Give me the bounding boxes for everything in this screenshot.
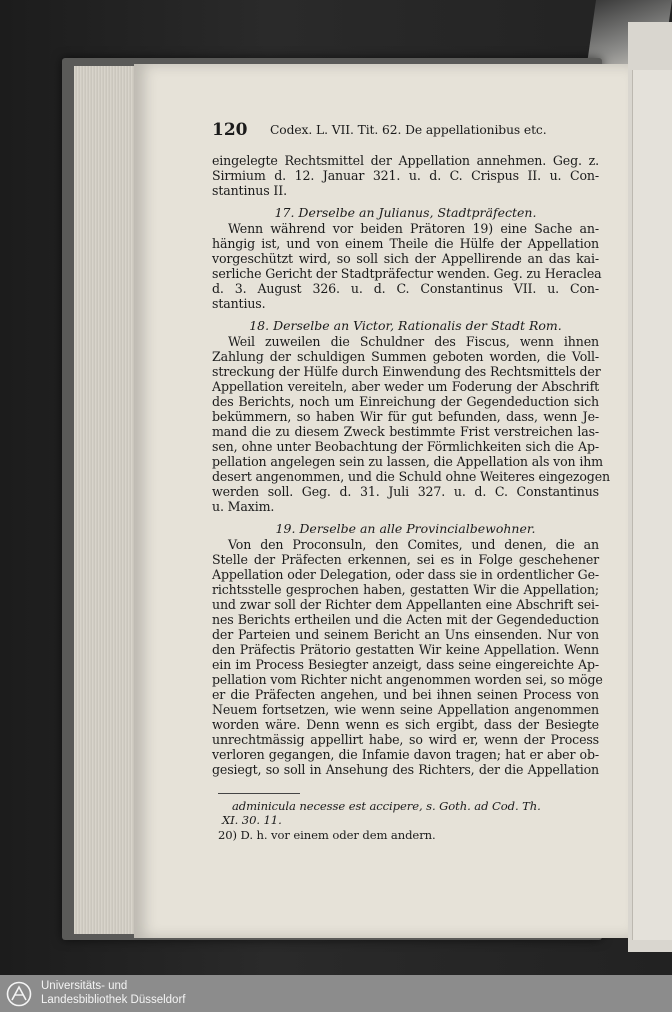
footnote-line: XI. 30. 11.: [222, 813, 282, 827]
section-heading-17: 17. Derselbe an Julianus, Stadtpräfecten.: [274, 205, 537, 220]
body-line: er die Präfecten angehen, und bei ihnen seinen Process von: [212, 687, 599, 702]
body-line: und zwar soll der Richter dem Appellanten eine Abschrift sei-: [212, 597, 599, 612]
body-line: Appellation vereiteln, aber weder um Foderung der Abschrift: [212, 379, 599, 394]
body-line: d. 3. August 326. u. d. C. Constantinus VII. u. Con-: [212, 281, 599, 296]
section-heading-19: 19. Derselbe an alle Provincialbewohner.: [275, 521, 536, 536]
body-line: richtsstelle gesprochen haben, gestatten Wir die Appellation;: [212, 582, 599, 597]
body-line: gesiegt, so soll in Ansehung des Richters, der die Appellation: [212, 762, 599, 777]
body-line: bekümmern, so haben Wir für gut befunden, dass, wenn Je-: [212, 409, 599, 424]
footer-institution-line1: Universitäts- und: [41, 980, 128, 992]
body-line: werden soll. Geg. d. 31. Juli 327. u. d. C. Constantinus: [212, 484, 599, 499]
page-number: 120: [212, 120, 248, 140]
body-line: Zahlung der schuldigen Summen geboten worden, die Voll-: [212, 349, 599, 364]
body-line: desert angenommen, und die Schuld ohne Weiteres eingezogen: [212, 469, 610, 484]
body-line: u. Maxim.: [212, 499, 275, 514]
body-line: Neuem fortsetzen, wie wenn seine Appellation angenommen: [212, 702, 599, 717]
running-head: [212, 120, 599, 140]
body-line: streckung der Hülfe durch Einwendung des Rechtsmittels der: [212, 364, 601, 379]
body-line: pellation angelegen sein zu lassen, die Appellation als von ihm: [212, 454, 603, 469]
right-page-surface: [632, 70, 672, 940]
body-line: stantinus II.: [212, 183, 287, 198]
footnote-rule: [218, 793, 300, 794]
body-line: verloren gegangen, die Infamie davon tragen; hat er aber ob-: [212, 747, 599, 762]
body-line: worden wäre. Denn wenn es sich ergibt, dass der Besiegte: [212, 717, 599, 732]
body-line: Sirmium d. 12. Januar 321. u. d. C. Crispus II. u. Con-: [212, 168, 599, 183]
body-line: mand die zu diesem Zweck bestimmte Frist verstreichen las-: [212, 424, 599, 439]
footnote-line: 20) D. h. vor einem oder dem andern.: [218, 828, 436, 842]
body-line: ein im Process Besiegter anzeigt, dass seine eingereichte Ap-: [212, 657, 599, 672]
footer-institution-line2: Landesbibliothek Düsseldorf: [41, 994, 186, 1006]
body-line: nes Berichts ertheilen und die Acten mit der Gegendeduction: [212, 612, 599, 627]
running-head-title: Codex. L. VII. Tit. 62. De appellationibus etc.: [270, 123, 547, 137]
body-line: den Präfectis Prätorio gestatten Wir keine Appellation. Wenn: [212, 642, 599, 657]
body-line: des Berichts, noch um Einreichung der Gegendeduction sich: [212, 394, 599, 409]
body-line: stantius.: [212, 296, 266, 311]
body-line: Appellation oder Delegation, oder dass sie in ordentlicher Ge-: [212, 567, 599, 582]
body-line: Weil zuweilen die Schuldner des Fiscus, wenn ihnen: [228, 334, 599, 349]
section-heading-18: 18. Derselbe an Victor, Rationalis der Stadt Rom.: [249, 318, 562, 333]
body-line: eingelegte Rechtsmittel der Appellation annehmen. Geg. z.: [212, 153, 599, 168]
body-line: serliche Gericht der Stadtpräfectur wenden. Geg. zu Heraclea: [212, 266, 602, 281]
body-line: Stelle der Präfecten erkennen, sei es in Folge geschehener: [212, 552, 599, 567]
body-line: vorgeschützt wird, so soll sich der Appellirende an das kai-: [212, 251, 599, 266]
footnote-line: adminicula necesse est accipere, s. Goth. ad Cod. Th.: [232, 799, 541, 813]
body-line: unrechtmässig appellirt habe, so wird er, wenn der Process: [212, 732, 599, 747]
body-line: Von den Proconsuln, den Comites, und denen, die an: [228, 537, 599, 552]
library-logo-icon: [6, 981, 32, 1007]
body-line: sen, ohne unter Beobachtung der Förmlichkeiten sich die Ap-: [212, 439, 599, 454]
body-line: der Parteien und seinem Bericht an Uns einsenden. Nur von: [212, 627, 599, 642]
body-line: Wenn während vor beiden Prätoren 19) eine Sache an-: [228, 221, 599, 236]
body-line: hängig ist, und von einem Theile die Hülfe der Appellation: [212, 236, 599, 251]
body-line: pellation vom Richter nicht angenommen worden sei, so möge: [212, 672, 603, 687]
